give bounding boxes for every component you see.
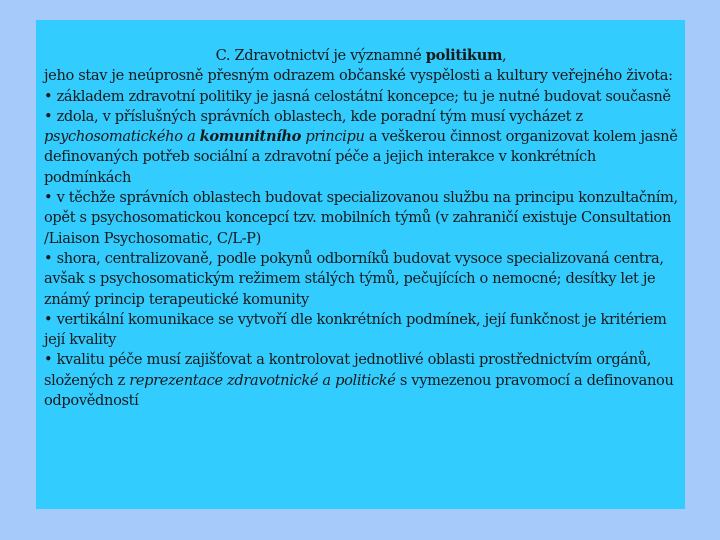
bullet-2-italic-2: principu xyxy=(301,128,365,146)
bullet-3 xyxy=(44,188,678,249)
bullet-1 xyxy=(44,87,678,107)
bullet-icon: • xyxy=(44,351,53,369)
bullet-icon: • xyxy=(44,310,53,328)
bullet-2-text-2: a veškerou činnost organizovat kolem jasně definovaných potřeb sociální a zdravotní péče a jejich interakce v konkrétních podmínkách xyxy=(44,128,678,186)
bullet-2 xyxy=(44,107,678,188)
bullet-icon: • xyxy=(44,189,53,207)
bullet-6 xyxy=(44,350,678,411)
title-suffix: , xyxy=(502,47,507,64)
bullet-icon: • xyxy=(44,107,53,125)
slide-text xyxy=(44,46,678,411)
title-text: C. Zdravotnictví je významné xyxy=(215,47,426,64)
bullet-2-bold-italic: komunitního xyxy=(199,128,302,146)
slide-title xyxy=(44,46,678,66)
bullet-2-text: zdola, v příslušných správních oblastech, kde poradní tým musí vycházet z xyxy=(56,107,583,125)
bullet-4-text: shora, centralizovaně, podle pokynů odborníků budovat vysoce specializovaná centra, avšak s psychosomatickým režimem stálých týmů, pečujících o nemocné; desítky let je známý princip terapeutické komunity xyxy=(44,249,664,308)
bullet-5 xyxy=(44,310,678,351)
content-panel xyxy=(36,20,685,509)
bullet-5-text: vertikální komunikace se vytvoří dle konkrétních podmínek, její funkčnost je kritériem její kvality xyxy=(44,310,667,349)
intro-paragraph: jeho stav je neúprosně přesným odrazem občanské vyspělosti a kultury veřejného života: xyxy=(44,67,673,85)
bullet-2-italic: psychosomatického a xyxy=(44,128,200,146)
bullet-6-text-2: s vymezenou pravomocí a definovanou odpovědností xyxy=(44,371,674,410)
title-bold-text: politikum xyxy=(425,47,503,64)
bullet-4 xyxy=(44,249,678,310)
bullet-6-italic: reprezentace zdravotnické a politické xyxy=(129,371,396,389)
bullet-6-text: kvalitu péče musí zajišťovat a kontrolovat jednotlivé oblasti prostřednictvím orgánů, složených z xyxy=(44,351,652,389)
bullet-icon: • xyxy=(44,249,53,267)
bullet-3-text: v těchže správních oblastech budovat specializovanou službu na principu konzultačním, opět s psychosomatickou koncepcí tzv. mobilních týmů (v zahraničí existuje Consultation /Liaison Psychosomatic, C/L-P) xyxy=(44,189,678,247)
bullet-icon: • xyxy=(44,87,53,105)
bullet-1-text: základem zdravotní politiky je jasná celostátní koncepce; tu je nutné budovat současně xyxy=(56,87,671,105)
